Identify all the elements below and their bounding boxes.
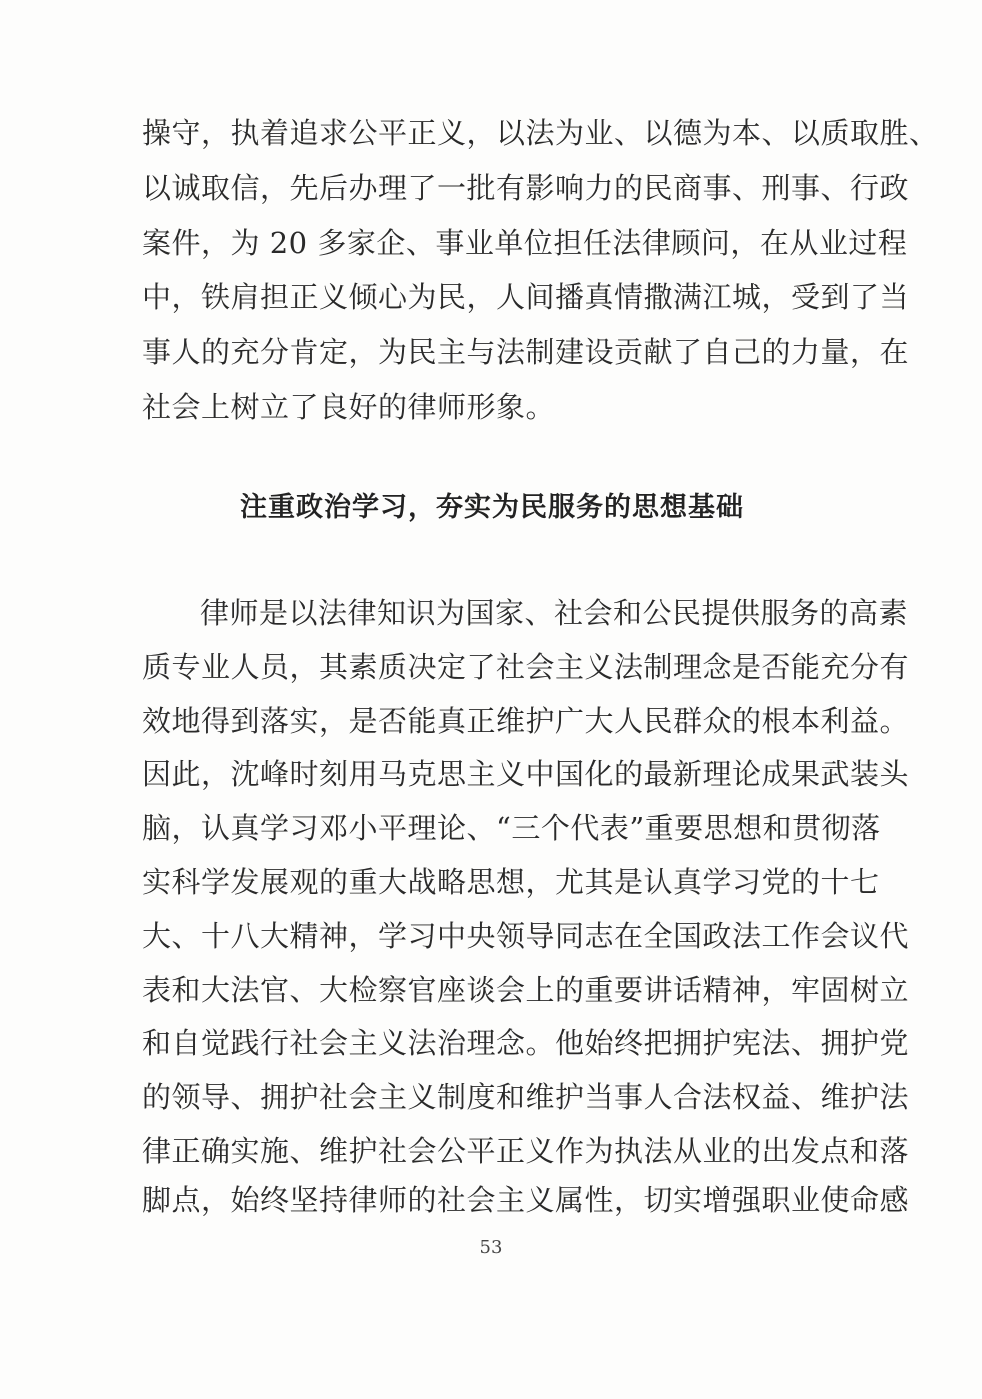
paragraph-2-line-10: 的领导、拥护社会主义制度和维护当事人合法权益、维护法 — [142, 1080, 910, 1114]
paragraph-1-line-2: 以诚取信，先后办理了一批有影响力的民商事、刑事、行政 — [142, 171, 910, 205]
paragraph-2-line-1: 律师是以法律知识为国家、社会和公民提供服务的高素 — [200, 596, 909, 630]
paragraph-2-line-12: 脚点，始终坚持律师的社会主义属性，切实增强职业使命感 — [142, 1183, 910, 1217]
paragraph-2-line-8: 表和大法官、大检察官座谈会上的重要讲话精神，牢固树立 — [142, 973, 910, 1007]
paragraph-2-line-9: 和自觉践行社会主义法治理念。他始终把拥护宪法、拥护党 — [142, 1026, 910, 1060]
section-heading: 注重政治学习，夯实为民服务的思想基础 — [240, 492, 744, 523]
paragraph-2-line-3: 效地得到落实，是否能真正维护广大人民群众的根本利益。 — [142, 704, 910, 738]
paragraph-2-line-2: 质专业人员，其素质决定了社会主义法制理念是否能充分有 — [142, 650, 910, 684]
paragraph-1-line-1: 操守，执着追求公平正义，以法为业、以德为本、以质取胜、 — [142, 116, 939, 150]
paragraph-1-line-6: 社会上树立了良好的律师形象。 — [142, 390, 556, 424]
paragraph-2-line-7: 大、十八大精神，学习中央领导同志在全国政法工作会议代 — [142, 919, 910, 953]
paragraph-2-line-4: 因此，沈峰时刻用马克思主义中国化的最新理论成果武装头 — [142, 757, 910, 791]
paragraph-2-line-6: 实科学发展观的重大战略思想，尤其是认真学习党的十七 — [142, 865, 880, 899]
paragraph-1-line-4: 中，铁肩担正义倾心为民，人间播真情撒满江城，受到了当 — [142, 280, 910, 314]
paragraph-2-line-11: 律正确实施、维护社会公平正义作为执法从业的出发点和落 — [142, 1134, 910, 1168]
paragraph-1-line-3: 案件，为 20 多家企、事业单位担任法律顾问，在从业过程 — [142, 226, 908, 260]
paragraph-2-line-5: 脑，认真学习邓小平理论、“三个代表”重要思想和贯彻落 — [142, 811, 881, 845]
paragraph-1-line-5: 事人的充分肯定，为民主与法制建设贡献了自己的力量，在 — [142, 335, 910, 369]
page-number: 53 — [479, 1237, 503, 1258]
